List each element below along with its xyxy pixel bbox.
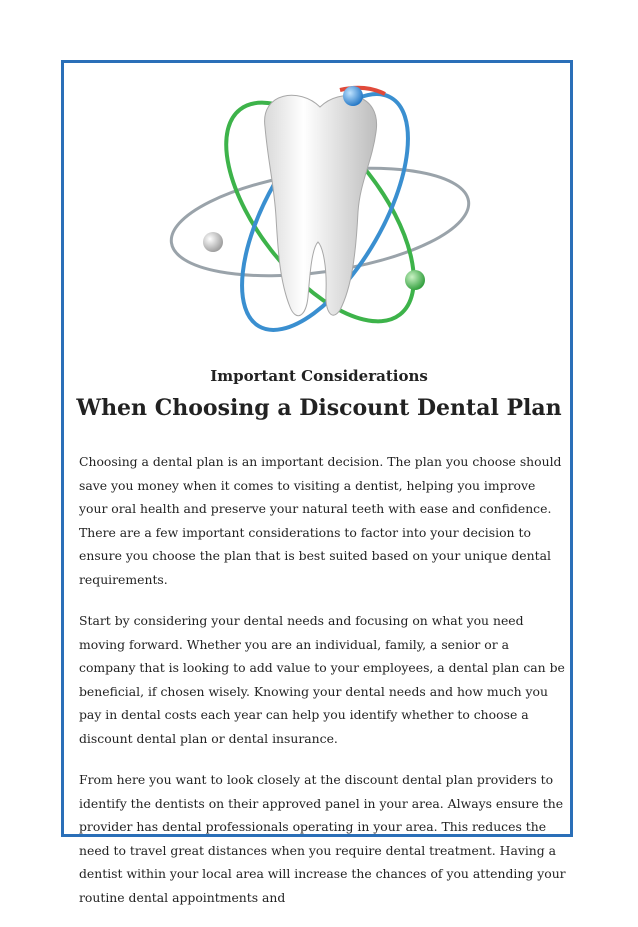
article-body (79, 450, 567, 927)
blue-ball-icon (343, 86, 363, 106)
tooth-icon (265, 95, 377, 315)
section-kicker: Important Considerations (210, 367, 428, 385)
tooth-illustration (160, 72, 480, 352)
green-ball-icon (405, 270, 425, 290)
paragraph-providers: From here you want to look closely at the discount dental plan providers to identify the dentists on their approved panel in your area. Always ensure the provider has dental professionals operating in your area. This reduces the need to travel great distances when you require dental treatment. Having a dentist within your local area will increase the chances of you attending your routine dental appointments and (79, 772, 566, 905)
grey-ball-icon (203, 232, 223, 252)
paragraph-needs: Start by considering your dental needs and focusing on what you need moving forward. Whether you are an individual, family, a senior or a company that is looking to add value to your employees, a dental plan can be beneficial, if chosen wisely. Knowing your dental needs and how much you pay in dental costs each year can help you identify whether to choose a discount dental plan or dental insurance. (79, 613, 565, 746)
page-title: When Choosing a Discount Dental Plan (76, 395, 562, 421)
paragraph-intro: Choosing a dental plan is an important decision. The plan you choose should save you money when it comes to visiting a dentist, helping you improve your oral health and preserve your natural teeth with ease and confidence. There are a few important considerations to factor into your decision to ensure you choose the plan that is best suited based on your unique dental requirements. (79, 454, 562, 587)
